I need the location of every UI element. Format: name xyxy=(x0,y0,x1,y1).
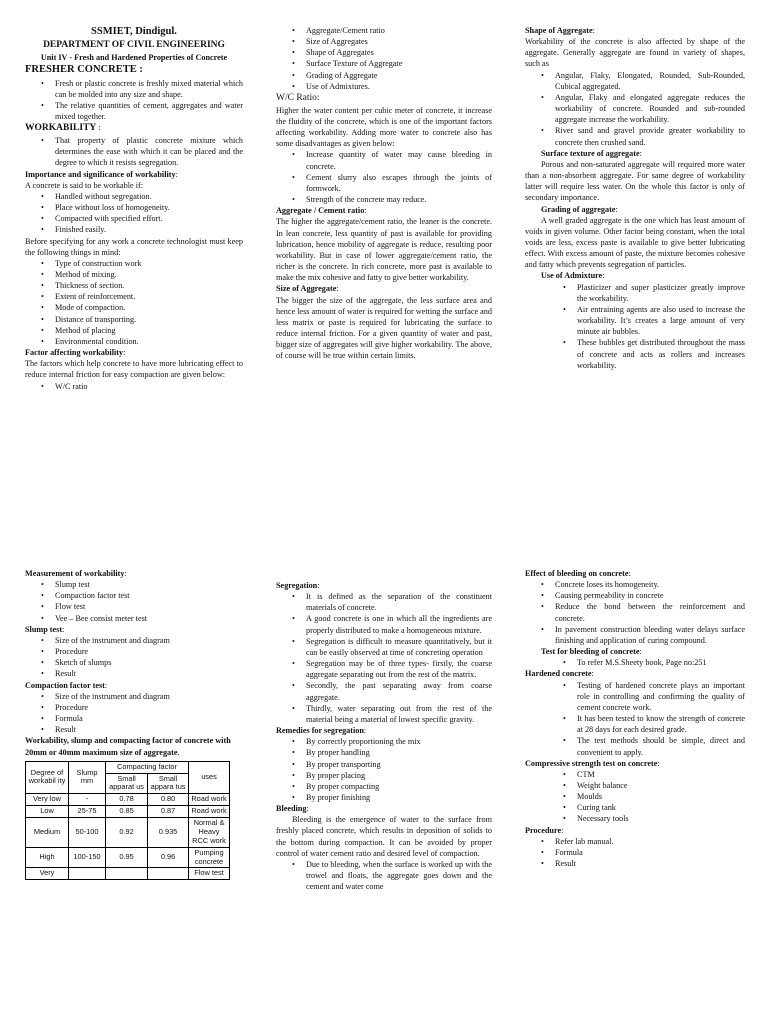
column-3 xyxy=(525,25,745,371)
list-item: • Secondly, the past separating away from coarse aggregate. xyxy=(276,680,492,702)
heading-colon: : xyxy=(364,206,367,216)
segregation-list xyxy=(276,591,492,725)
cell-cf2: 0.80 xyxy=(148,794,189,806)
test-for-bleeding-heading xyxy=(525,646,745,657)
list-item: • Size of Aggregates xyxy=(276,36,492,47)
heading-colon: : xyxy=(96,123,101,133)
unit-title: Unit IV - Fresh and Hardened Properties of Concrete xyxy=(40,53,228,63)
header-small-apparatus-1: Small apparat us xyxy=(106,773,148,794)
heading-colon: : xyxy=(62,624,65,634)
header-compacting-factor: Compacting factor xyxy=(106,761,189,773)
measurement-heading xyxy=(25,568,243,579)
institution-name: SSMIET, Dindigul. xyxy=(91,26,177,37)
list-item: • Weight balance xyxy=(547,780,745,791)
list-item: • Formula xyxy=(525,847,745,858)
list-item: • Concrete loses its homogeneity. xyxy=(525,579,745,590)
shape-list xyxy=(525,70,745,148)
cell-cf2: 0.935 xyxy=(148,818,189,848)
list-item: • Formula xyxy=(25,713,243,724)
heading-colon: : xyxy=(657,758,660,768)
list-item: • Method of placing xyxy=(25,325,243,336)
heading-colon: : xyxy=(123,348,126,358)
list-item: • Air entraining agents are also used to increase the workability. It’s creates a large amount of very minute air bubbles. xyxy=(547,304,745,337)
factors-list-continued xyxy=(276,25,492,92)
list-item: • It is defined as the separation of the constituent materials of concrete. xyxy=(276,591,492,613)
heading-colon: : xyxy=(602,271,605,281)
list-item: • Use of Admixtures. xyxy=(276,81,492,92)
bleeding-paragraph: Bleeding is the emergence of water to the surface from freshly placed concrete, which results in deposition of solids to the bottom during compaction. It can be avoided by proper control of water cement ratio and desired level of compaction. xyxy=(276,815,492,858)
measurement-list xyxy=(25,579,243,624)
list-item: • Increase quantity of water may cause bleeding in concrete. xyxy=(276,149,492,171)
list-item: • Causing permeability in concrete xyxy=(525,590,745,601)
workability-table xyxy=(25,761,230,881)
shape-paragraph: Workability of the concrete is also affected by shape of the aggregate. Generally aggregate are found in variety of shapes, such as xyxy=(525,37,745,69)
list-item: • Aggregate/Cement ratio xyxy=(276,25,492,36)
bleeding-list xyxy=(276,859,492,892)
heading-colon: : xyxy=(592,26,595,35)
list-item: • By proper finishing xyxy=(276,792,492,803)
list-item: • It has been tested to know the strength of concrete at 28 days for each desired grade. xyxy=(547,713,745,735)
list-item: • Procedure xyxy=(25,702,243,713)
list-item: • Distance of transporting. xyxy=(25,314,243,325)
list-item: • Refer lab manual. xyxy=(525,836,745,847)
hardened-concrete-heading xyxy=(525,668,745,679)
fresh-concrete-heading: FRESHER CONCRETE : xyxy=(25,64,143,76)
heading-text: Segregation xyxy=(276,581,318,590)
shape-of-aggregate-heading xyxy=(525,25,745,36)
heading-colon: : xyxy=(615,204,618,214)
list-item: • Extent of reinforcement. xyxy=(25,291,243,302)
cell-uses: Road work xyxy=(189,794,230,806)
list-item: • Handled without segregation. xyxy=(25,191,243,202)
procedure-list xyxy=(525,836,745,869)
test-for-bleeding-list xyxy=(525,657,745,668)
heading-text: Workability, slump and compacting factor of concrete with 20mm or 40mm maximum size of aggregate xyxy=(25,736,231,757)
bleeding-heading xyxy=(276,803,492,814)
list-item: • Result xyxy=(525,858,745,869)
cell-degree: High xyxy=(26,847,69,868)
table-row xyxy=(26,847,230,868)
heading-colon: : xyxy=(124,569,127,578)
list-item: • Curing tank xyxy=(547,802,745,813)
list-item: • Flow test xyxy=(25,601,243,612)
list-item: • Slump test xyxy=(25,579,243,590)
list-item: • Size of the instrument and diagram xyxy=(25,691,243,702)
aggregate-cement-heading xyxy=(276,205,492,216)
list-item: • Finished easily. xyxy=(25,224,243,235)
heading-text: Procedure xyxy=(525,825,562,835)
heading-text: Shape of Aggregate xyxy=(525,26,593,35)
list-item: • By correctly proportioning the mix xyxy=(276,736,492,747)
column-1 xyxy=(25,25,243,392)
header-slump: Slump mm xyxy=(69,761,106,794)
list-item: • By proper placing xyxy=(276,770,492,781)
heading-colon: : xyxy=(363,726,367,736)
remedies-heading xyxy=(276,725,492,736)
list-item: • To refer M.S.Sheety book, Page no:251 xyxy=(547,657,745,668)
size-of-aggregate-heading xyxy=(276,283,492,294)
list-item: • Mode of compaction. xyxy=(25,302,243,313)
heading-colon: : xyxy=(591,669,594,679)
heading-text: Bleeding xyxy=(276,804,307,814)
heading-colon: : xyxy=(639,647,642,657)
heading-text: Factor affecting workability xyxy=(25,348,124,358)
list-item: • Surface Texture of Aggregate xyxy=(276,58,492,69)
heading-colon: : xyxy=(306,804,309,814)
cell-slump: 25-75 xyxy=(69,806,106,818)
cell-cf1: 0.78 xyxy=(106,794,148,806)
considerations-list xyxy=(25,258,243,347)
fresh-concrete-list xyxy=(25,78,243,123)
factors-paragraph: The factors which help concrete to have more lubricating effect to reduce internal friction for easy compaction are given below: xyxy=(25,359,243,380)
workability-heading xyxy=(25,122,243,135)
cell-cf2: 0.96 xyxy=(148,847,189,868)
list-item: • Procedure xyxy=(25,646,243,657)
compaction-factor-heading xyxy=(25,680,243,691)
table-row xyxy=(26,818,230,848)
list-item: • By proper handling xyxy=(276,747,492,758)
list-item: • Thirdly, water separating out from the rest of the material being a material of lowest specific gravity. xyxy=(276,703,492,725)
column-6 xyxy=(525,568,745,869)
table-header-row xyxy=(26,761,230,773)
heading-text: Compaction factor test xyxy=(25,680,105,690)
department-title: DEPARTMENT OF CIVIL ENGINEERING xyxy=(43,40,225,51)
compressive-strength-list xyxy=(525,769,745,825)
factor-affecting-heading xyxy=(25,347,243,358)
list-item: • The relative quantities of cement, aggregates and water mixed together. xyxy=(25,100,243,122)
hardened-concrete-list xyxy=(525,680,745,758)
list-item: • Thickness of section. xyxy=(25,280,243,291)
list-item: • A good concrete is one in which all the ingredients are properly distributed to make a homogeneous mixture. xyxy=(276,613,492,635)
factors-list xyxy=(25,381,243,392)
cell-slump xyxy=(69,868,106,880)
size-of-aggregate-paragraph: The bigger the size of the aggregate, the less surface area and hence less amount of water is required for wetting the surface and less matrix or paste is required for lubricating the surface to reduce internal friction. For a given quantity of water and past, bigger size of aggregates will give higher workability. The above, of course will be true within certain limits. xyxy=(276,295,492,361)
list-item: • Segregation may be of three types- firstly, the coarse aggregate separating out from the rest of the matrix. xyxy=(276,658,492,680)
compressive-strength-heading xyxy=(525,758,745,769)
list-item: • Reduce the bond between the reinforcement and concrete. xyxy=(525,601,745,623)
table-row xyxy=(26,806,230,818)
header-degree: Degree of workabil ity xyxy=(26,761,69,794)
grading-paragraph: A well graded aggregate is the one which has least amount of voids in given volume. Other factor being constant, when the total voids are less, excess paste is available to give better lubricating effect. With excess amount of paste, the mixture becomes cohesive and fatty which prevents segregation of particles. xyxy=(525,215,745,270)
cell-degree: Medium xyxy=(26,818,69,848)
header-uses: uses xyxy=(189,761,230,794)
heading-text: Measurement of workability xyxy=(25,569,125,578)
heading-text: Remedies for segregation xyxy=(276,726,364,736)
heading-text: Grading of aggregate xyxy=(541,204,616,214)
heading-text: Test for bleeding of concrete xyxy=(541,647,640,657)
slump-test-heading xyxy=(25,624,243,635)
admixture-list xyxy=(525,282,745,371)
heading-text: Effect of bleeding on concrete xyxy=(525,569,629,578)
heading-text: Aggregate / Cement ratio xyxy=(276,206,365,216)
list-item: • Angular, Flaky and elongated aggregate reduces the workability of concrete. Rounded and sub-rounded aggregate increase the workability. xyxy=(525,92,745,125)
list-item: • The test methods should be simple, direct and convenient to apply. xyxy=(547,735,745,757)
list-item: • In pavement construction bleeding water delays surface finishing and application of curing compound. xyxy=(525,624,745,646)
list-item: • Cement slurry also escapes through the joints of formwork. xyxy=(276,172,492,194)
list-item: • Method of mixing. xyxy=(25,269,243,280)
cell-slump: - xyxy=(69,794,106,806)
list-item: • Necessary tools xyxy=(547,813,745,824)
grading-heading xyxy=(525,204,745,215)
list-item: • Place without loss of homogeneity. xyxy=(25,202,243,213)
heading-colon: : xyxy=(628,569,631,578)
heading-text: Surface texture of aggregate xyxy=(541,148,640,158)
procedure-heading xyxy=(525,825,745,836)
cell-uses: Pumping concrete xyxy=(189,847,230,868)
cell-cf1: 0.85 xyxy=(106,806,148,818)
header-small-apparatus-2: Small appara tus xyxy=(148,773,189,794)
list-item: • Sketch of slumps xyxy=(25,657,243,668)
heading-colon: : xyxy=(336,284,339,294)
heading-colon: : xyxy=(104,680,108,690)
list-item: • Testing of hardened concrete plays an important role in controlling and confirming the quality of cement concrete work. xyxy=(547,680,745,713)
list-item: • By proper compacting xyxy=(276,781,492,792)
list-item: • Shape of Aggregates xyxy=(276,47,492,58)
list-item: • Fresh or plastic concrete is freshly mixed material which can be molded into any size and shape. xyxy=(25,78,243,100)
heading-colon: . xyxy=(177,747,180,757)
column-5 xyxy=(276,580,492,892)
before-specifying-paragraph: Before specifying for any work a concrete technologist must keep the following things in mind: xyxy=(25,236,243,257)
list-item: • Size of the instrument and diagram xyxy=(25,635,243,646)
list-item: • Plasticizer and super plasticizer greatly improve the workability. xyxy=(547,282,745,304)
list-item: • Result xyxy=(25,668,243,679)
heading-text: WORKABILITY xyxy=(25,123,97,134)
cell-degree: Low xyxy=(26,806,69,818)
table-title xyxy=(25,735,243,757)
remedies-list xyxy=(276,736,492,803)
segregation-heading xyxy=(276,580,492,591)
list-item: • Moulds xyxy=(547,791,745,802)
list-item: • CTM xyxy=(547,769,745,780)
surface-texture-heading xyxy=(525,148,745,159)
column-2 xyxy=(276,25,492,361)
table-row xyxy=(26,794,230,806)
surface-texture-paragraph: Porous and non-saturated aggregate will required more water than a non-absorbent aggregate. For same degree of workability latter will require less water. On the whole this factor is only of secondary importance. xyxy=(525,159,745,203)
heading-colon: : xyxy=(561,825,564,835)
importance-list xyxy=(25,191,243,236)
list-item: • Type of construction work xyxy=(25,258,243,269)
cell-degree: Very xyxy=(26,868,69,880)
importance-intro: A concrete is said to be workable if: xyxy=(25,180,143,190)
list-item: • Angular, Flaky, Elongated, Rounded, Sub-Rounded, Cubical aggregated. xyxy=(525,70,745,92)
workability-list xyxy=(25,135,243,168)
list-item: • River sand and gravel provide greater workability to concrete then crushed sand. xyxy=(525,125,745,147)
cell-degree: Very low xyxy=(26,794,69,806)
wc-ratio-paragraph: Higher the water content per cubic meter of concrete, it increase the fluidity of the concrete, which is one of the important factors affecting workability. Adding more water to concrete also has some disadvantages as given below: xyxy=(276,105,492,149)
cell-cf2 xyxy=(148,868,189,880)
cell-slump: 100-150 xyxy=(69,847,106,868)
cell-cf2: 0.87 xyxy=(148,806,189,818)
heading-text: Slump test xyxy=(25,624,63,634)
list-item: • Vee – Bee consist meter test xyxy=(25,613,243,624)
list-item: • That property of plastic concrete mixture which determines the ease with which it can be placed and the degree to which it resists segregation. xyxy=(25,135,243,168)
list-item: • Due to bleeding, when the surface is worked up with the trowel and floats, the aggregate goes down and the cement and water come xyxy=(276,859,492,892)
heading-text: Use of Admixture xyxy=(541,271,603,281)
cell-cf1: 0.95 xyxy=(106,847,148,868)
cell-slump: 50-100 xyxy=(69,818,106,848)
list-item: • Result xyxy=(25,724,243,735)
list-item: • Segregation is difficult to measure quantitatively, but it can be easily observed at time of concreting operation xyxy=(276,636,492,658)
effect-of-bleeding-heading xyxy=(525,568,745,579)
wc-ratio-heading: W/C Ratio: xyxy=(276,92,320,103)
table-row xyxy=(26,868,230,880)
list-item: • These bubbles get distributed throughout the mass of concrete and acts as rollers and increases workability. xyxy=(547,337,745,370)
list-item: • Grading of Aggregate xyxy=(276,70,492,81)
cell-cf1 xyxy=(106,868,148,880)
list-item: • Compacted with specified effort. xyxy=(25,213,243,224)
importance-heading xyxy=(25,169,243,180)
heading-text: Compressive strength test on concrete xyxy=(525,758,658,768)
cell-uses: Normal & Heavy RCC work xyxy=(189,818,230,848)
heading-text: Importance and significance of workability xyxy=(25,169,176,179)
compaction-factor-list xyxy=(25,691,243,736)
wc-ratio-list xyxy=(276,149,492,205)
heading-colon: : xyxy=(317,581,320,590)
column-4 xyxy=(25,568,243,880)
aggregate-cement-paragraph: The higher the aggregate/cement ratio, the leaner is the concrete. In lean concrete, less quantity of past is available for providing lubrication, hence mobility of aggregate is reduce, resulting poor workability. But in case of lower aggregate/cement ratio, the richer is the concrete. In rich concrete, more past is available to make the mix cohesive and fatty to give better workability. xyxy=(276,217,492,283)
heading-colon: : xyxy=(175,169,178,179)
list-item: • By proper transporting xyxy=(276,759,492,770)
heading-text: Size of Aggregate xyxy=(276,284,337,294)
admixture-heading xyxy=(525,270,745,281)
slump-test-list xyxy=(25,635,243,680)
cell-uses: Flow test xyxy=(189,868,230,880)
heading-text: Hardened concrete xyxy=(525,669,592,679)
list-item: • W/C ratio xyxy=(25,381,243,392)
cell-cf1: 0.92 xyxy=(106,818,148,848)
cell-uses: Road work xyxy=(189,806,230,818)
list-item: • Compaction factor test xyxy=(25,590,243,601)
list-item: • Strength of the concrete may reduce. xyxy=(276,194,492,205)
effect-of-bleeding-list xyxy=(525,579,745,646)
heading-colon: : xyxy=(639,148,642,158)
list-item: • Environmental condition. xyxy=(25,336,243,347)
